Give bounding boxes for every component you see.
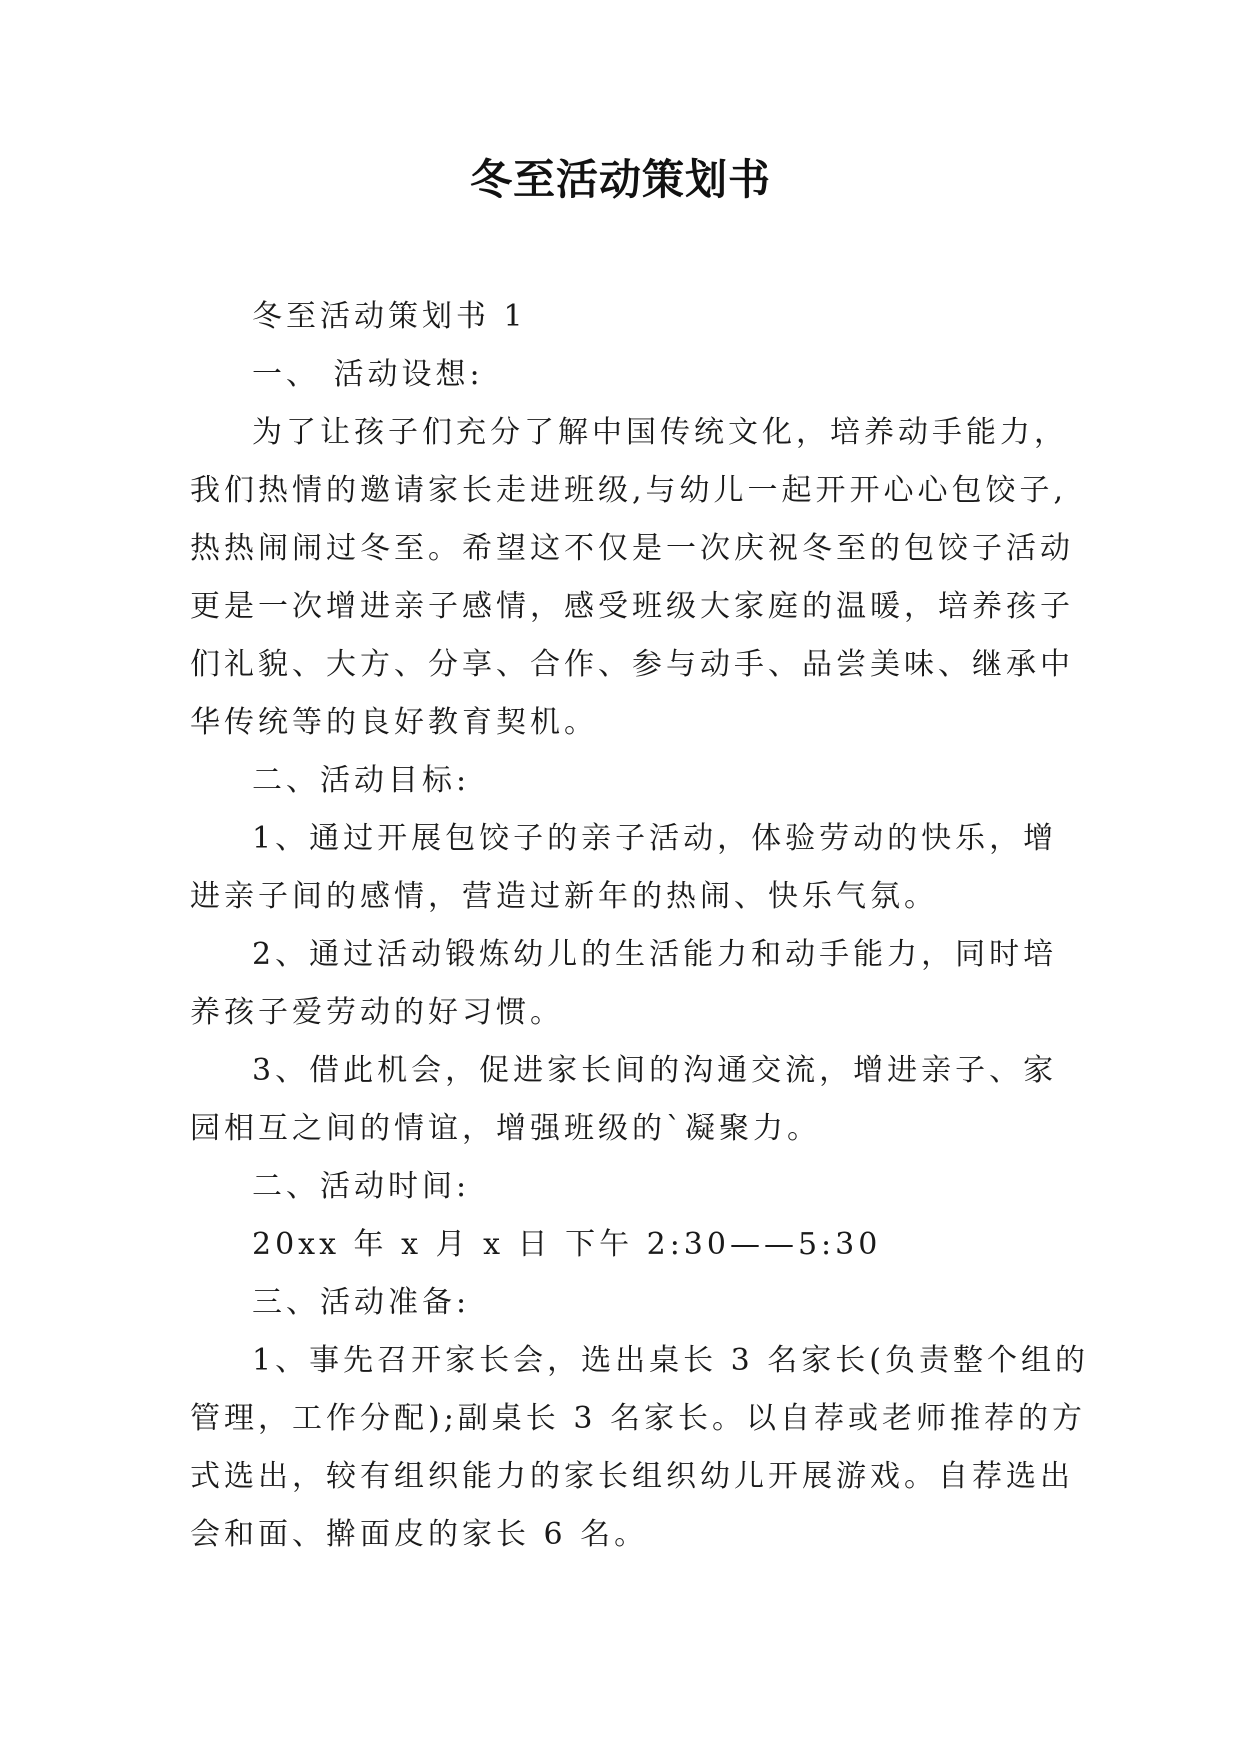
text-line: 养孩子爱劳动的好习惯。 [190,995,564,1030]
text-line: 二、活动目标: [252,763,471,798]
paragraph-goal-3 [190,1042,1070,1158]
text-line: 2、通过活动锻炼幼儿的生活能力和动手能力，同时培 [252,937,1058,972]
text-line: 冬至活动策划书 1 [252,299,527,334]
paragraph-activity-concept [190,404,1074,752]
text-line: 1、通过开展包饺子的亲子活动，体验劳动的快乐，增 [252,821,1058,856]
text-line: 三、活动准备: [252,1285,471,1320]
text-line: 园相互之间的情谊，增强班级的`凝聚力。 [190,1111,821,1146]
text-line: 华传统等的良好教育契机。 [190,705,598,740]
document-body [190,288,1089,1564]
text-line: 20xx 年 x 月 x 日 下午 2:30——5:30 [252,1227,882,1262]
text-line: 热热闹闹过冬至。希望这不仅是一次庆祝冬至的包饺子活动 [190,531,1074,566]
text-line: 进亲子间的感情，营造过新年的热闹、快乐气氛。 [190,879,938,914]
paragraph-preparation-1 [190,1332,1089,1564]
document-title: 冬至活动策划书 [469,155,771,204]
heading-activity-time [190,1158,1070,1216]
text-line: 为了让孩子们充分了解中国传统文化，培养动手能力， [252,415,1068,450]
text-line: 管理，工作分配);副桌长 3 名家长。以自荐或老师推荐的方 [190,1401,1086,1436]
heading-activity-preparation [190,1274,1070,1332]
text-line: 1、事先召开家长会，选出桌长 3 名家长(负责整个组的 [252,1343,1089,1378]
text-line: 我们热情的邀请家长走进班级,与幼儿一起开开心心包饺子, [190,473,1068,508]
heading-activity-goals [190,752,1070,810]
text-line: 一、 活动设想: [252,357,484,392]
text-line: 们礼貌、大方、分享、合作、参与动手、品尝美味、继承中 [190,647,1074,682]
section-heading-1 [190,288,1070,346]
paragraph-activity-time [190,1216,1070,1274]
paragraph-goal-2 [190,926,1070,1042]
text-line: 3、借此机会，促进家长间的沟通交流，增进亲子、家 [252,1053,1058,1088]
text-line: 二、活动时间: [252,1169,471,1204]
paragraph-goal-1 [190,810,1070,926]
text-line: 更是一次增进亲子感情，感受班级大家庭的温暖，培养孩子 [190,589,1074,624]
text-line: 会和面、擀面皮的家长 6 名。 [190,1517,649,1552]
heading-activity-concept [190,346,1070,404]
text-line: 式选出，较有组织能力的家长组织幼儿开展游戏。自荐选出 [190,1459,1074,1494]
